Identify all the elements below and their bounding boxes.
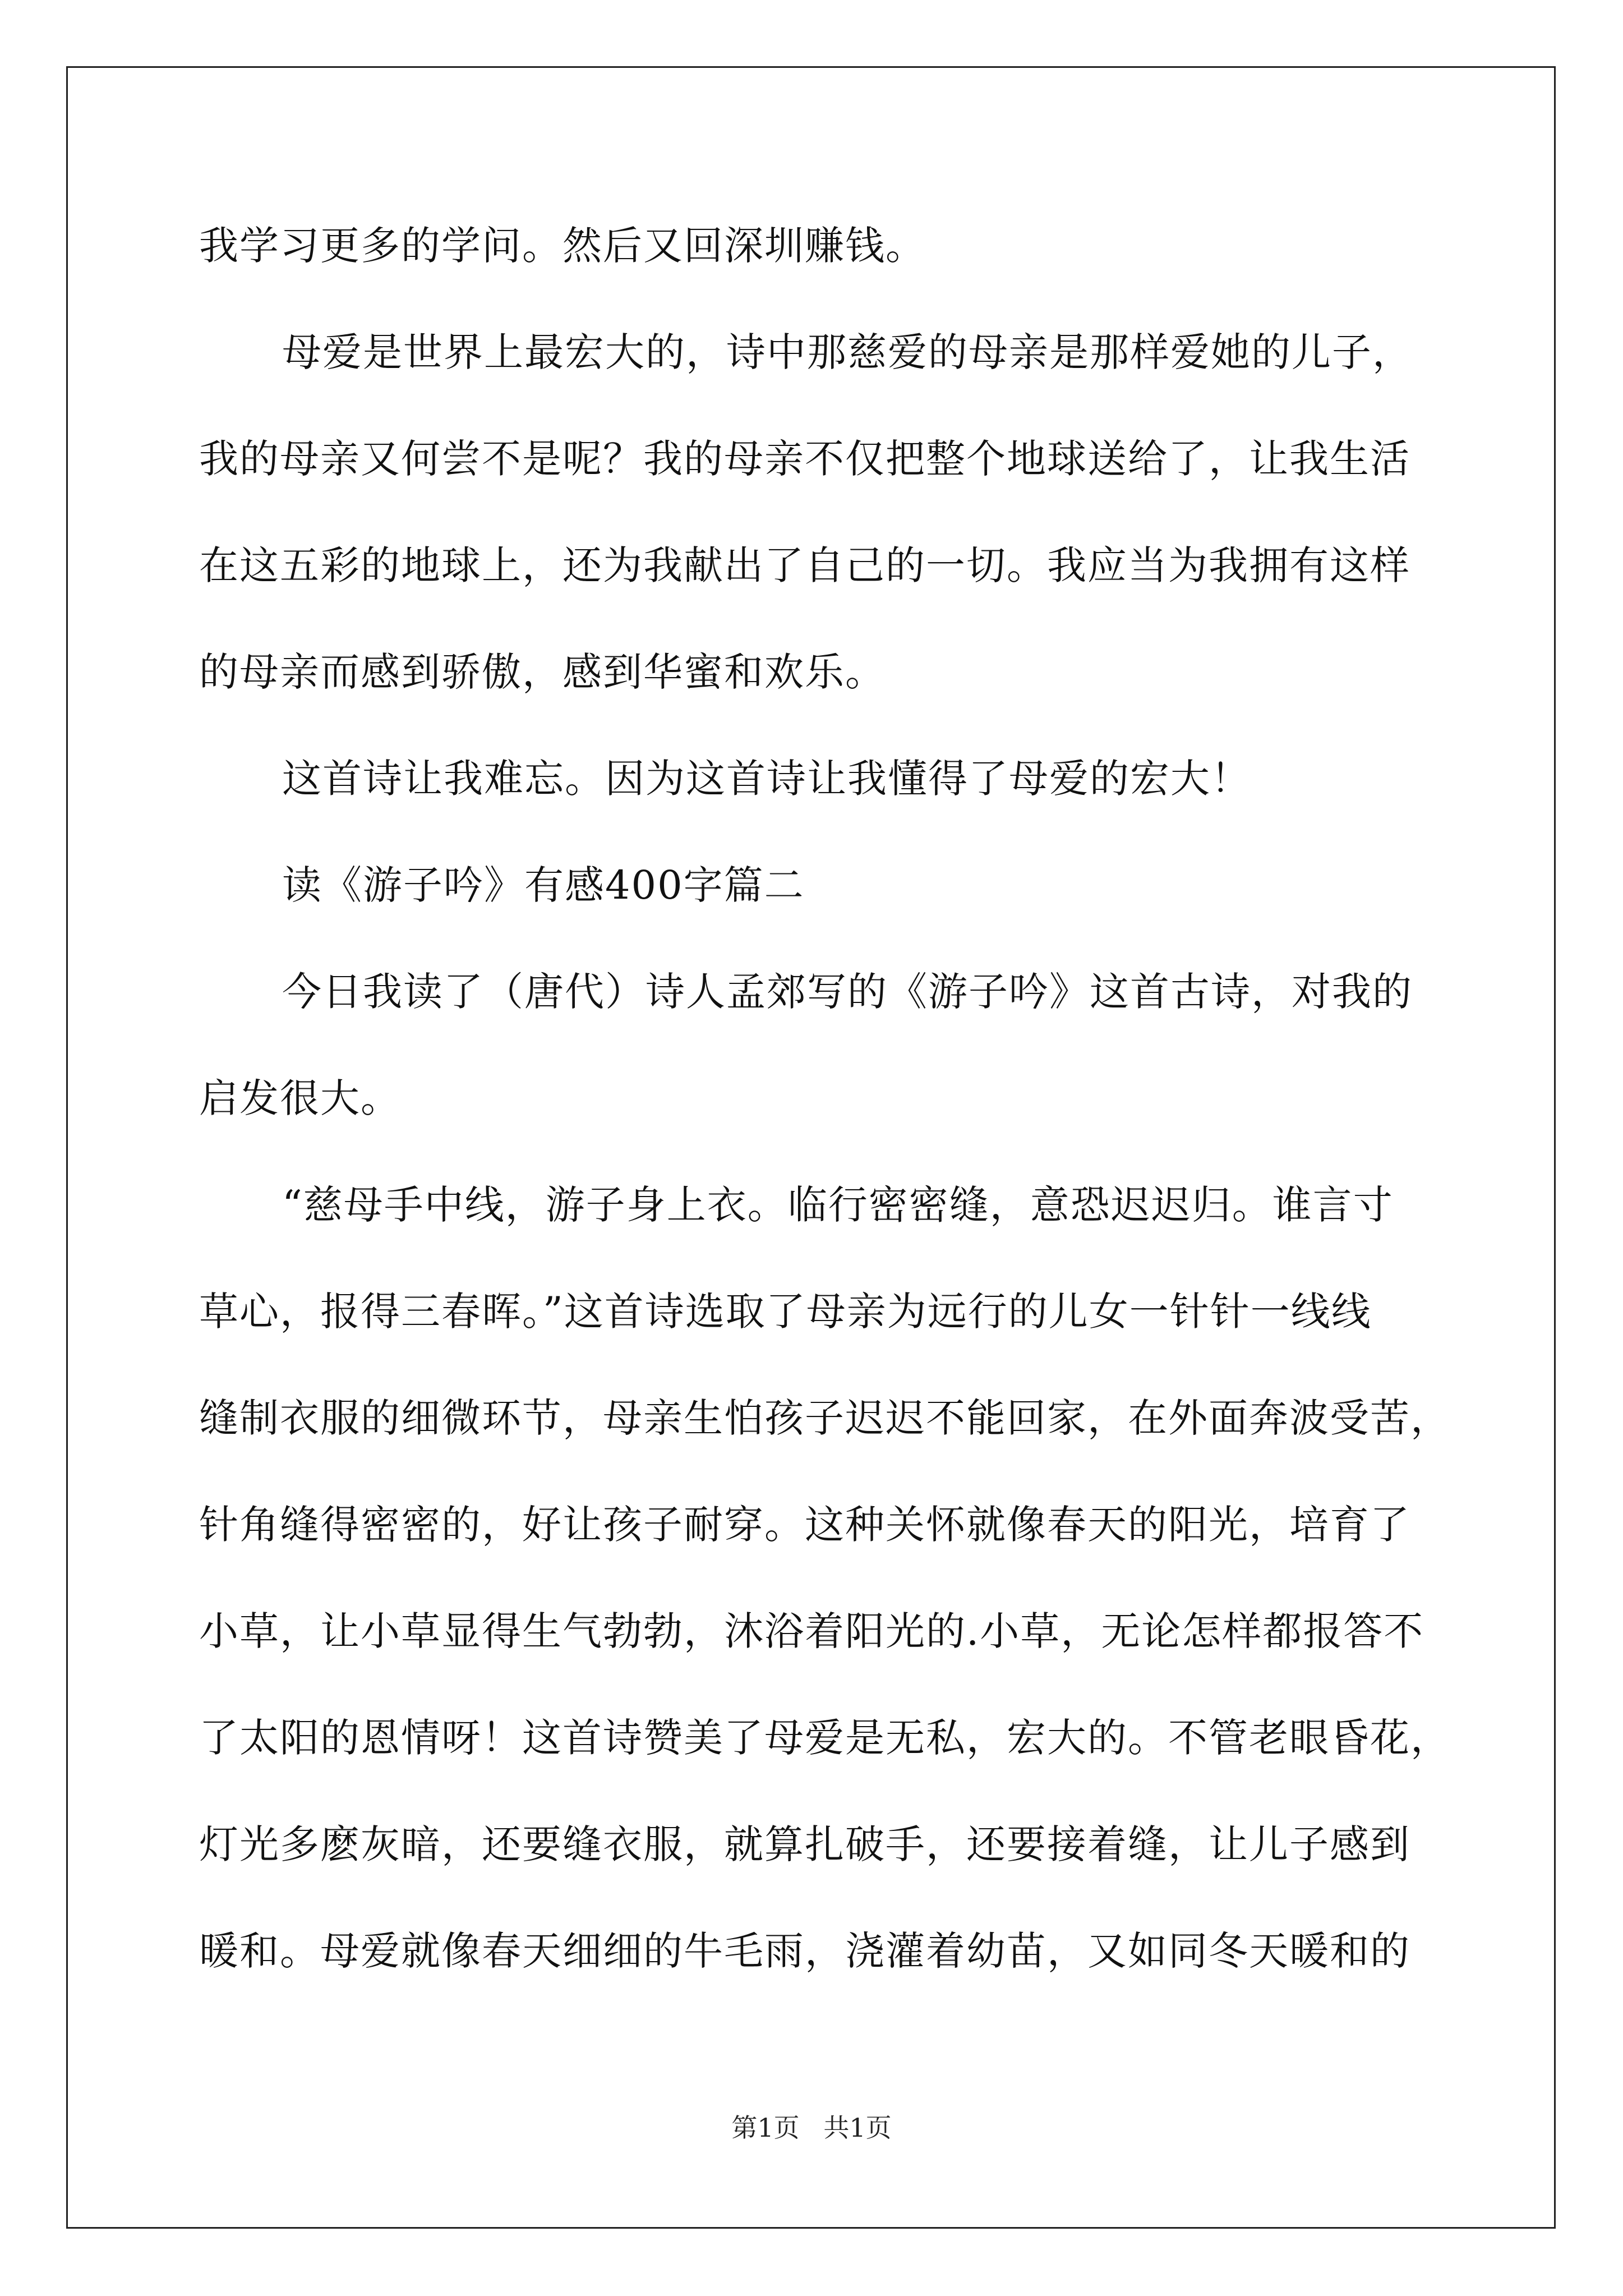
text-line-10: “慈母手中线，游子身上衣。临行密密缝，意恐迟迟归。谁言寸 (282, 1182, 1394, 1228)
page-number: 第1页 (731, 2113, 800, 2143)
text-line-12: 缝制衣服的细微环节，母亲生怕孩子迟迟不能回家，在外面奔波受苦， (199, 1395, 1451, 1441)
text-line-6: 这首诗让我难忘。因为这首诗让我懂得了母爱的宏大！ (282, 756, 1251, 802)
page-border (66, 66, 1556, 2229)
text-line-14: 小草，让小草显得生气勃勃，沐浴着阳光的.小草，无论怎样都报答不 (199, 1608, 1424, 1654)
text-line-8: 今日我读了（唐代）诗人孟郊写的《游子吟》这首古诗，对我的 (282, 969, 1413, 1015)
text-line-3: 我的母亲又何尝不是呢？我的母亲不仅把整个地球送给了，让我生活 (199, 436, 1410, 482)
text-line-11: 草心，报得三春晖。”这首诗选取了母亲为远行的儿女一针针一线线 (199, 1289, 1372, 1335)
page-total: 共1页 (823, 2113, 892, 2143)
text-line-1: 我学习更多的学问。然后又回深圳赚钱。 (199, 223, 926, 269)
text-line-4: 在这五彩的地球上，还为我献出了自己的一切。我应当为我拥有这样 (199, 542, 1410, 588)
text-line-2: 母爱是世界上最宏大的，诗中那慈爱的母亲是那样爱她的儿子， (282, 329, 1413, 375)
text-line-17: 暖和。母爱就像春天细细的牛毛雨，浇灌着幼苗，又如同冬天暖和的 (199, 1928, 1410, 1974)
text-line-5: 的母亲而感到骄傲，感到华蜜和欢乐。 (199, 649, 886, 695)
text-line-15: 了太阳的恩情呀！这首诗赞美了母爱是无私，宏大的。不管老眼昏花， (199, 1715, 1451, 1761)
text-line-9: 启发很大。 (199, 1075, 401, 1121)
text-line-13: 针角缝得密密的，好让孩子耐穿。这种关怀就像春天的阳光，培育了 (199, 1502, 1410, 1548)
section-heading: 读《游子吟》有感400字篇二 (282, 862, 805, 908)
text-line-16: 灯光多麽灰暗，还要缝衣服，就算扎破手，还要接着缝，让儿子感到 (199, 1821, 1410, 1867)
page-footer (0, 2112, 1623, 2143)
